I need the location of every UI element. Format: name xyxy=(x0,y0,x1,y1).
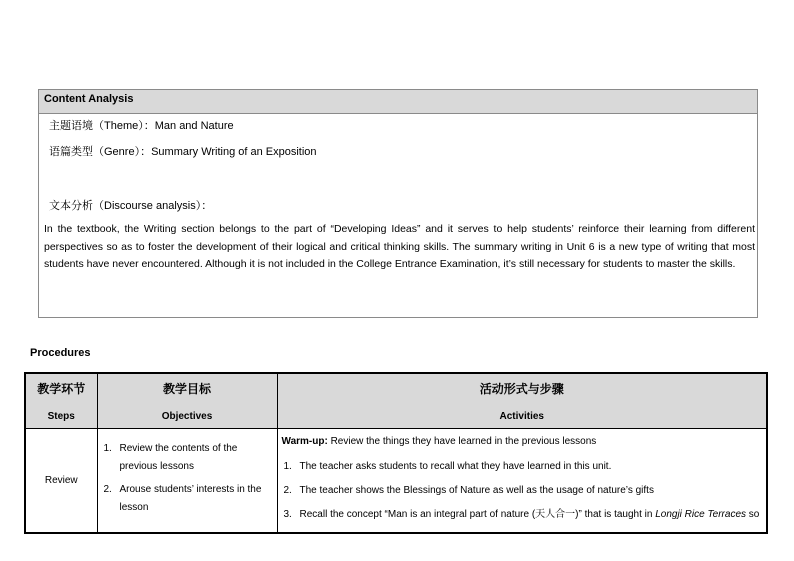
list-item xyxy=(282,484,763,498)
procedures-title: Procedures xyxy=(30,347,91,359)
genre-line: 语篇类型（Genre）：Summary Writing of an Exposition xyxy=(49,146,317,158)
activity-text: Recall the concept “Man is an integral part of nature (天人合一)” that is taught in xyxy=(299,509,656,520)
theme-line: 主题语境（Theme）：Man and Nature xyxy=(49,120,234,132)
content-analysis-box xyxy=(38,89,758,318)
list-item xyxy=(104,440,269,476)
list-number: 1. xyxy=(103,443,112,454)
objectives-list xyxy=(98,429,277,517)
procedures-table xyxy=(24,372,768,534)
header-objectives-cn: 教学目标 xyxy=(162,382,211,396)
list-item xyxy=(104,481,269,517)
objectives-cell xyxy=(97,429,277,534)
list-item xyxy=(282,460,763,474)
header-objectives-en: Objectives xyxy=(161,411,213,422)
list-number: 2. xyxy=(283,485,292,496)
discourse-paragraph: In the textbook, the Writing section belongs to the part of “Developing Ideas” and it serves to help students’ reinforce their learning from different perspectives so as to foster the development of their logical and critical thinking skills. The summary writing in Unit 6 is a new type of writing that most students have never encountered. Although it is not included in the College Entrance Examination, it’s still necessary for students to master the skills. xyxy=(44,223,755,271)
step-cell: Review xyxy=(25,429,97,534)
table-header-row xyxy=(25,373,767,429)
list-number: 3. xyxy=(283,509,292,520)
warmup-label: Warm-up: xyxy=(281,436,328,447)
objective-text: Arouse students’ interests in the lesson xyxy=(119,484,262,513)
activities-cell xyxy=(277,429,767,534)
list-number: 1. xyxy=(283,461,292,472)
activity-italic-text: Longji Rice Terraces xyxy=(655,509,747,520)
list-item xyxy=(282,508,763,522)
objective-text: Review the contents of the previous lessons xyxy=(119,443,238,472)
table-row xyxy=(25,429,767,534)
header-activities-cn: 活动形式与步骤 xyxy=(479,382,564,396)
activity-text: The teacher asks students to recall what they have learned in this unit. xyxy=(299,461,612,472)
discourse-line: 文本分析（Discourse analysis）： xyxy=(49,200,213,212)
content-analysis-header: Content Analysis xyxy=(39,90,757,114)
warmup-line xyxy=(282,435,763,449)
activity-text-tail: so xyxy=(746,509,760,520)
list-number: 2. xyxy=(103,484,112,495)
header-steps xyxy=(25,373,97,429)
header-activities xyxy=(277,373,767,429)
header-objectives xyxy=(97,373,277,429)
header-steps-cn: 教学环节 xyxy=(37,382,86,396)
activity-text: The teacher shows the Blessings of Nature as well as the usage of nature’s gifts xyxy=(299,485,654,496)
header-activities-en: Activities xyxy=(499,411,544,422)
warmup-text: Review the things they have learned in the previous lessons xyxy=(327,436,597,447)
header-steps-en: Steps xyxy=(47,411,75,422)
